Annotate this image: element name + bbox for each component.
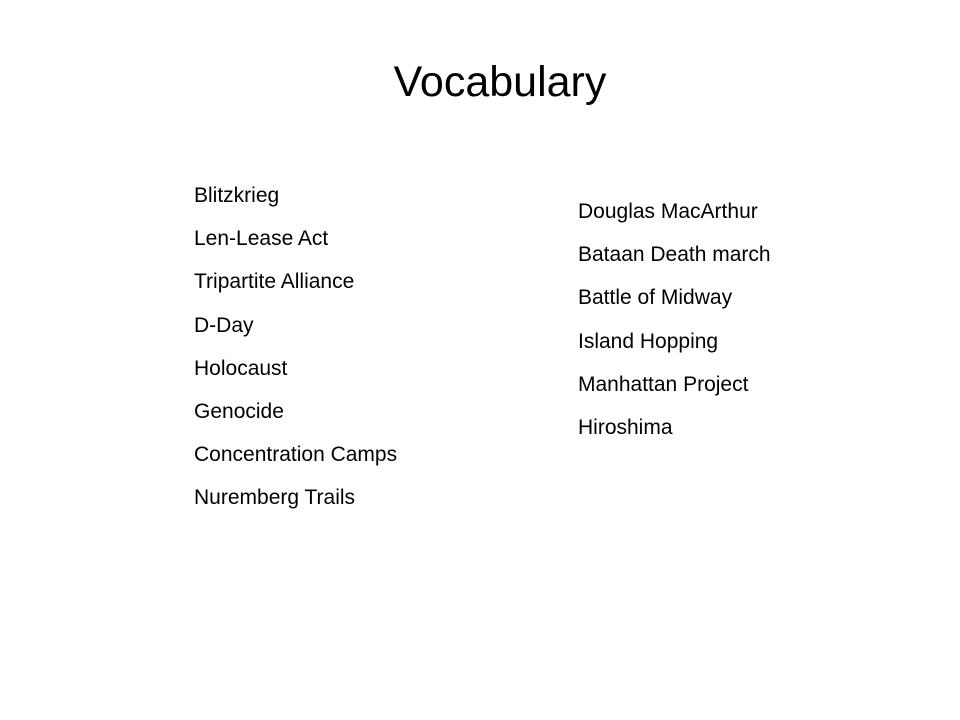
list-item: D-Day: [194, 313, 254, 337]
list-item: Len-Lease Act: [194, 227, 329, 251]
list-item: Island Hopping: [578, 329, 719, 353]
list-item: Genocide: [194, 399, 284, 423]
list-item: Manhattan Project: [578, 372, 749, 396]
slide-title: Vocabulary: [393, 58, 607, 106]
right-term-list: [578, 200, 771, 459]
left-term-list: [194, 184, 397, 530]
list-item: Concentration Camps: [194, 443, 398, 467]
list-item: Tripartite Alliance: [194, 270, 355, 294]
list-item: Douglas MacArthur: [578, 200, 758, 223]
list-item: Bataan Death march: [578, 243, 771, 267]
list-item: Blitzkrieg: [194, 184, 280, 207]
list-item: Hiroshima: [578, 415, 673, 439]
list-item: Nuremberg Trails: [194, 486, 356, 510]
list-item: Holocaust: [194, 356, 288, 380]
list-item: Battle of Midway: [578, 286, 733, 310]
